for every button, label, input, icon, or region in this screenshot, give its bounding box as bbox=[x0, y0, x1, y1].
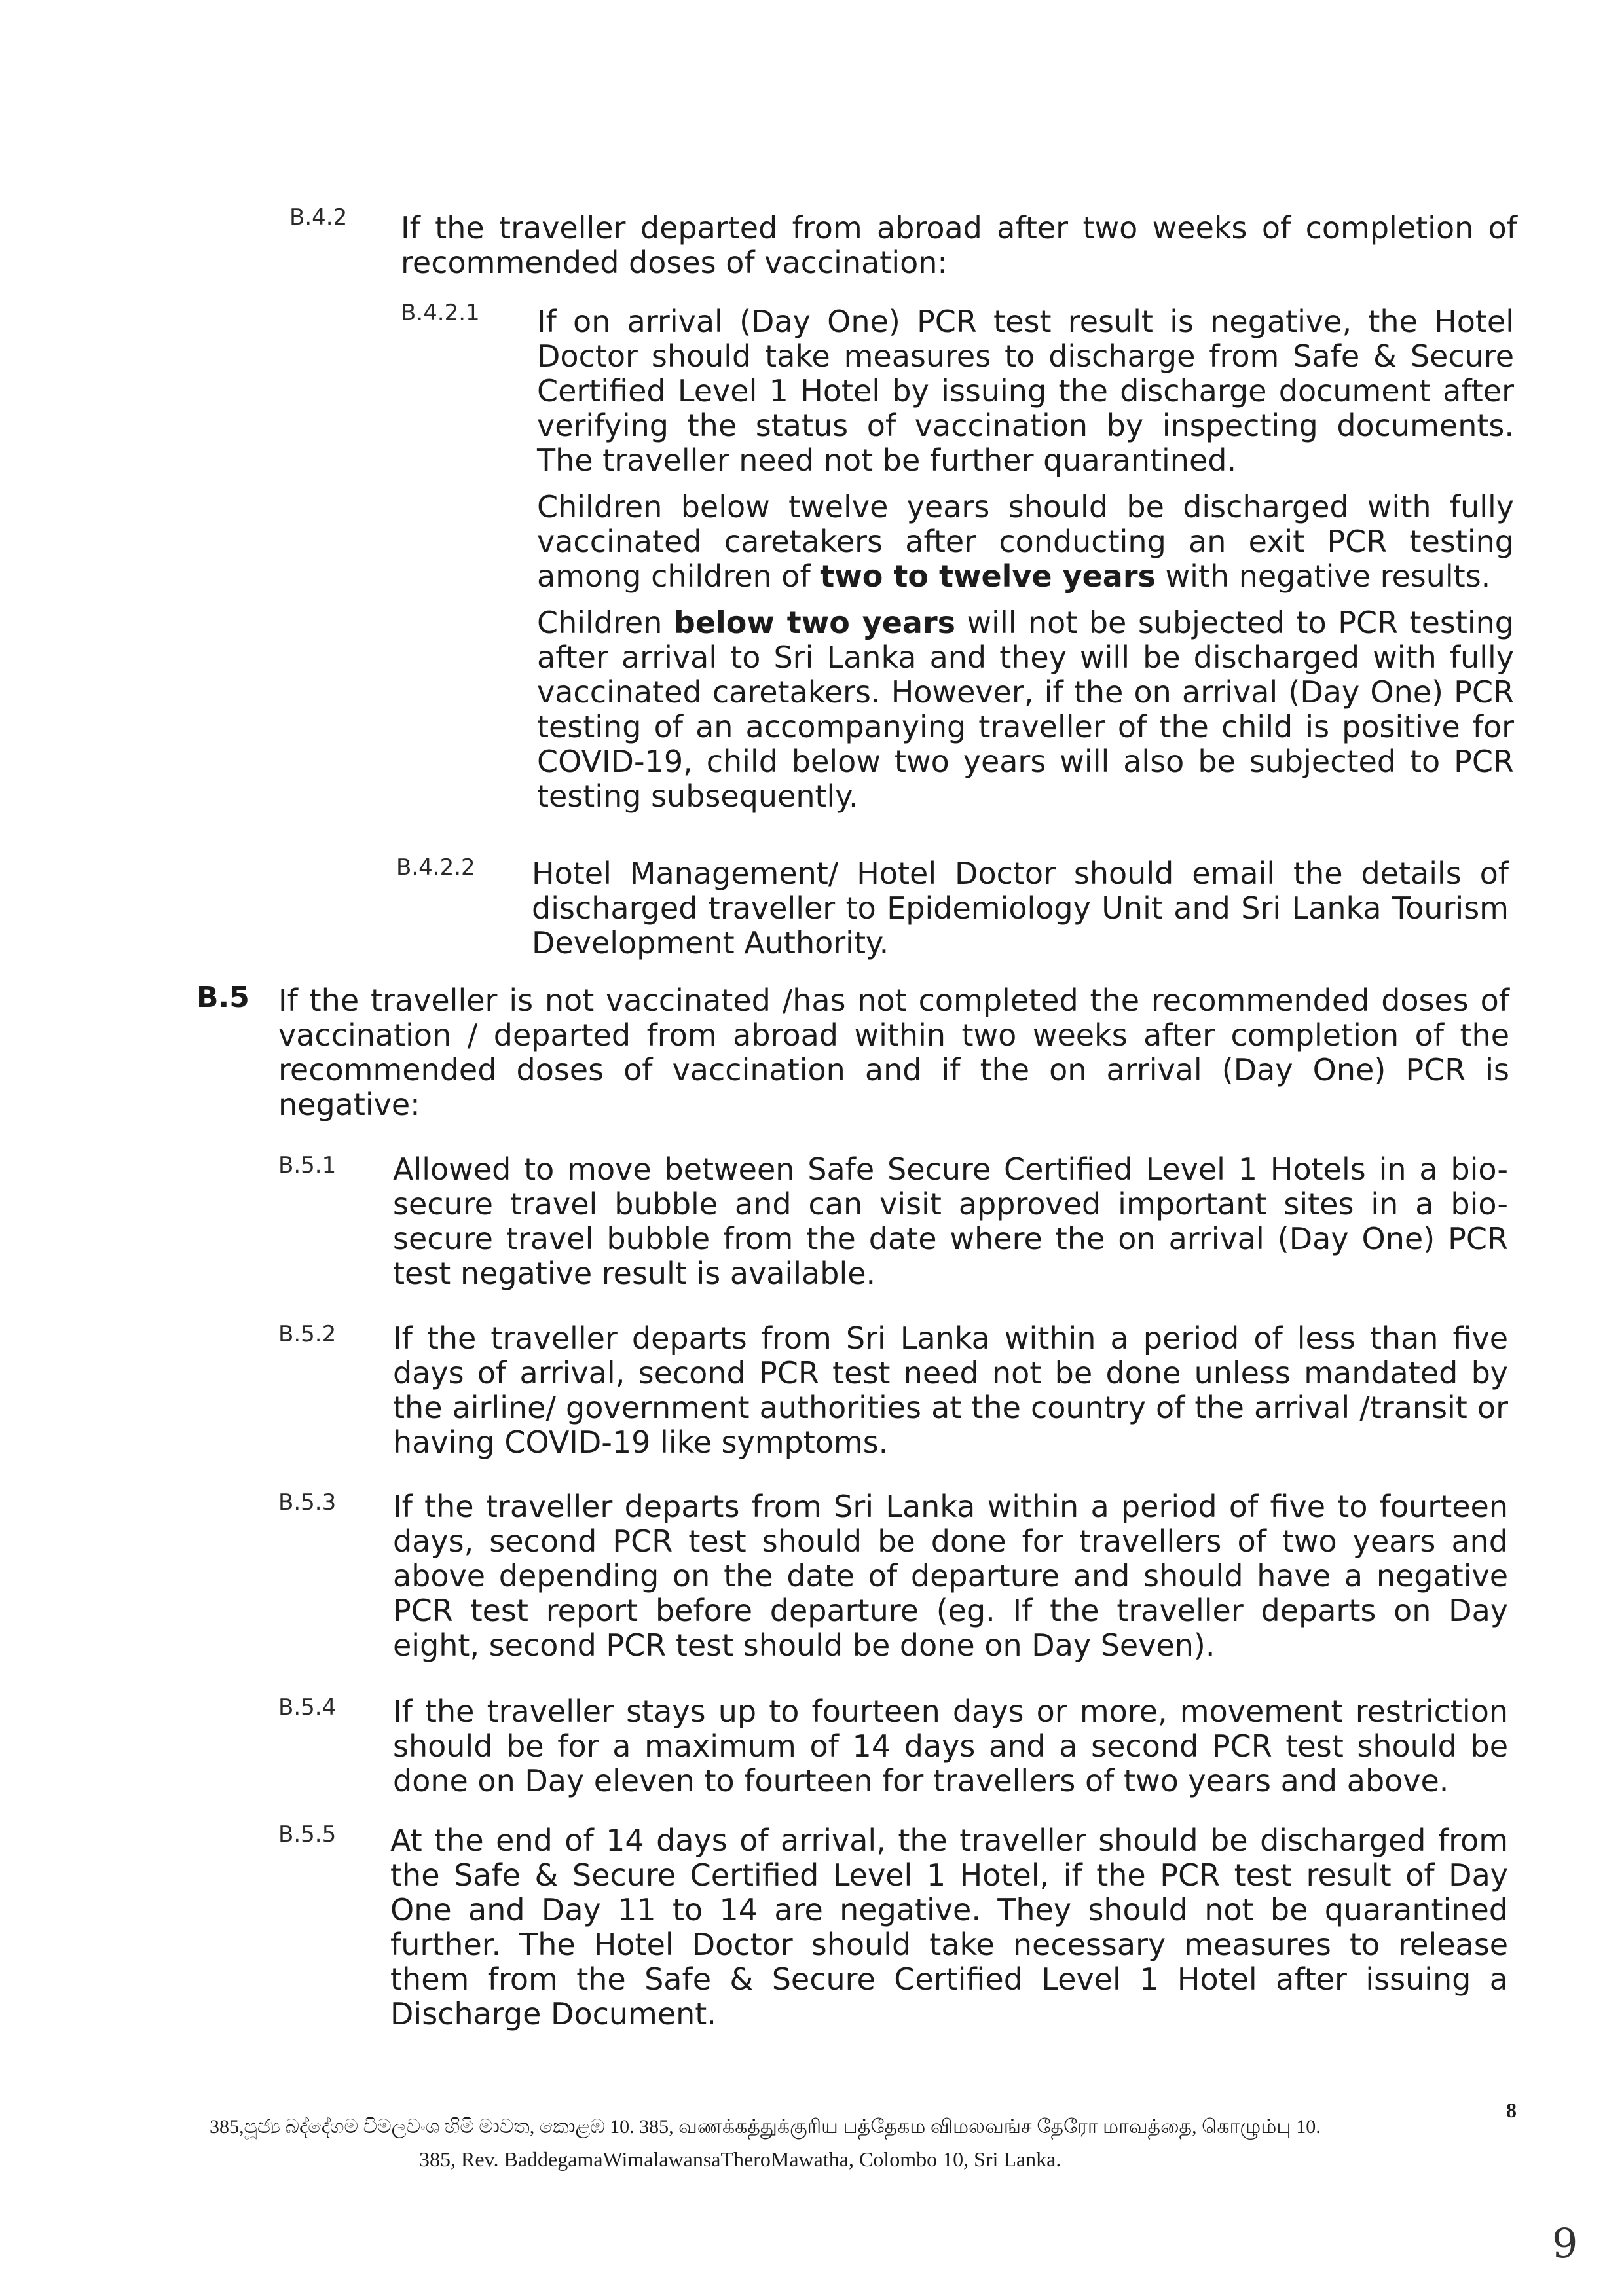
section-text-b55: At the end of 14 days of arrival, the traveller should be discharged from the Safe & Secure Certified Level 1 Hotel, if the PCR test result of Day One and Day 11 to 14 are negative. They should not be quarantined further. The Hotel Doctor should take necessary measures to release them from the Safe & Secure Certified Level 1 Hotel after issuing a Discharge Document. bbox=[390, 1823, 1508, 2032]
section-text-b422: Hotel Management/ Hotel Doctor should email the details of discharged traveller to Epidemiology Unit and Sri Lanka Tourism Development Authority. bbox=[532, 856, 1509, 960]
section-text-b42: If the traveller departed from abroad after two weeks of completion of recommended doses of vaccination: bbox=[401, 210, 1517, 280]
section-number-b5: B.5 bbox=[196, 981, 249, 1014]
section-text-b51: Allowed to move between Safe Secure Certified Level 1 Hotels in a bio-secure travel bubble and can visit approved important sites in a bio-secure travel bubble from the date where the on arrival (Day One) PCR test negative result is available. bbox=[393, 1152, 1508, 1291]
section-number-b54: B.5.4 bbox=[278, 1694, 337, 1721]
paragraph: If on arrival (Day One) PCR test result is negative, the Hotel Doctor should take measures to discharge from Safe & Secure Certified Level 1 Hotel by issuing the discharge document after verifying the status of vaccination by inspecting documents. The traveller need not be further quarantined. bbox=[537, 304, 1514, 478]
section-number-b51: B.5.1 bbox=[278, 1152, 337, 1178]
section-text-b52: If the traveller departs from Sri Lanka within a period of less than five days of arrival, second PCR test need not be done unless mandated by the airline/ government authorities at the country of the arrival /transit or having COVID-19 like symptoms. bbox=[393, 1321, 1508, 1460]
section-number-b421: B.4.2.1 bbox=[401, 300, 480, 326]
section-number-b42: B.4.2 bbox=[289, 204, 348, 230]
footer-address-si-ta: 385,පූජ්‍ය බද්දේගම විමලවංශ හිමි මාවත, කොළඹ 10. 385, வணக்கத்துக்குரிய பத்தேகம விமலவங்ச தேரோ மாவத்தை, கொழும்பு 10. bbox=[210, 2116, 1321, 2138]
footer-address-en: 385, Rev. BaddegamaWimalawansaTheroMawatha, Colombo 10, Sri Lanka. bbox=[419, 2147, 1061, 2171]
page-number: 8 bbox=[1506, 2098, 1517, 2122]
paragraph: Children below twelve years should be discharged with fully vaccinated caretakers after conducting an exit PCR testing among children of two to twelve years with negative results. bbox=[537, 489, 1514, 594]
section-text-b54: If the traveller stays up to fourteen days or more, movement restriction should be for a maximum of 14 days and a second PCR test should be done on Day eleven to fourteen for travellers of two years and above. bbox=[393, 1694, 1508, 1798]
paragraph: Children below two years will not be subjected to PCR testing after arrival to Sri Lanka and they will be discharged with fully vaccinated caretakers. However, if the on arrival (Day One) PCR testing of an accompanying traveller of the child is positive for COVID-19, child below two years will also be subjected to PCR testing subsequently. bbox=[537, 605, 1515, 814]
section-text-b53: If the traveller departs from Sri Lanka within a period of five to fourteen days, second PCR test should be done for travellers of two years and above depending on the date of departure and should have a negative PCR test report before departure (eg. If the traveller departs on Day eight, second PCR test should be done on Day Seven). bbox=[393, 1489, 1508, 1663]
section-text-b421 bbox=[537, 304, 1514, 826]
section-number-b52: B.5.2 bbox=[278, 1321, 337, 1347]
section-number-b55: B.5.5 bbox=[278, 1821, 337, 1848]
section-number-b53: B.5.3 bbox=[278, 1489, 337, 1516]
section-text-b5: If the traveller is not vaccinated /has not completed the recommended doses of vaccination / departed from abroad within two weeks after completion of the recommended doses of vaccination and if the on arrival (Day One) PCR is negative: bbox=[278, 983, 1509, 1122]
section-number-b422: B.4.2.2 bbox=[396, 854, 475, 881]
handwritten-page-number: 9 bbox=[1552, 2219, 1578, 2267]
